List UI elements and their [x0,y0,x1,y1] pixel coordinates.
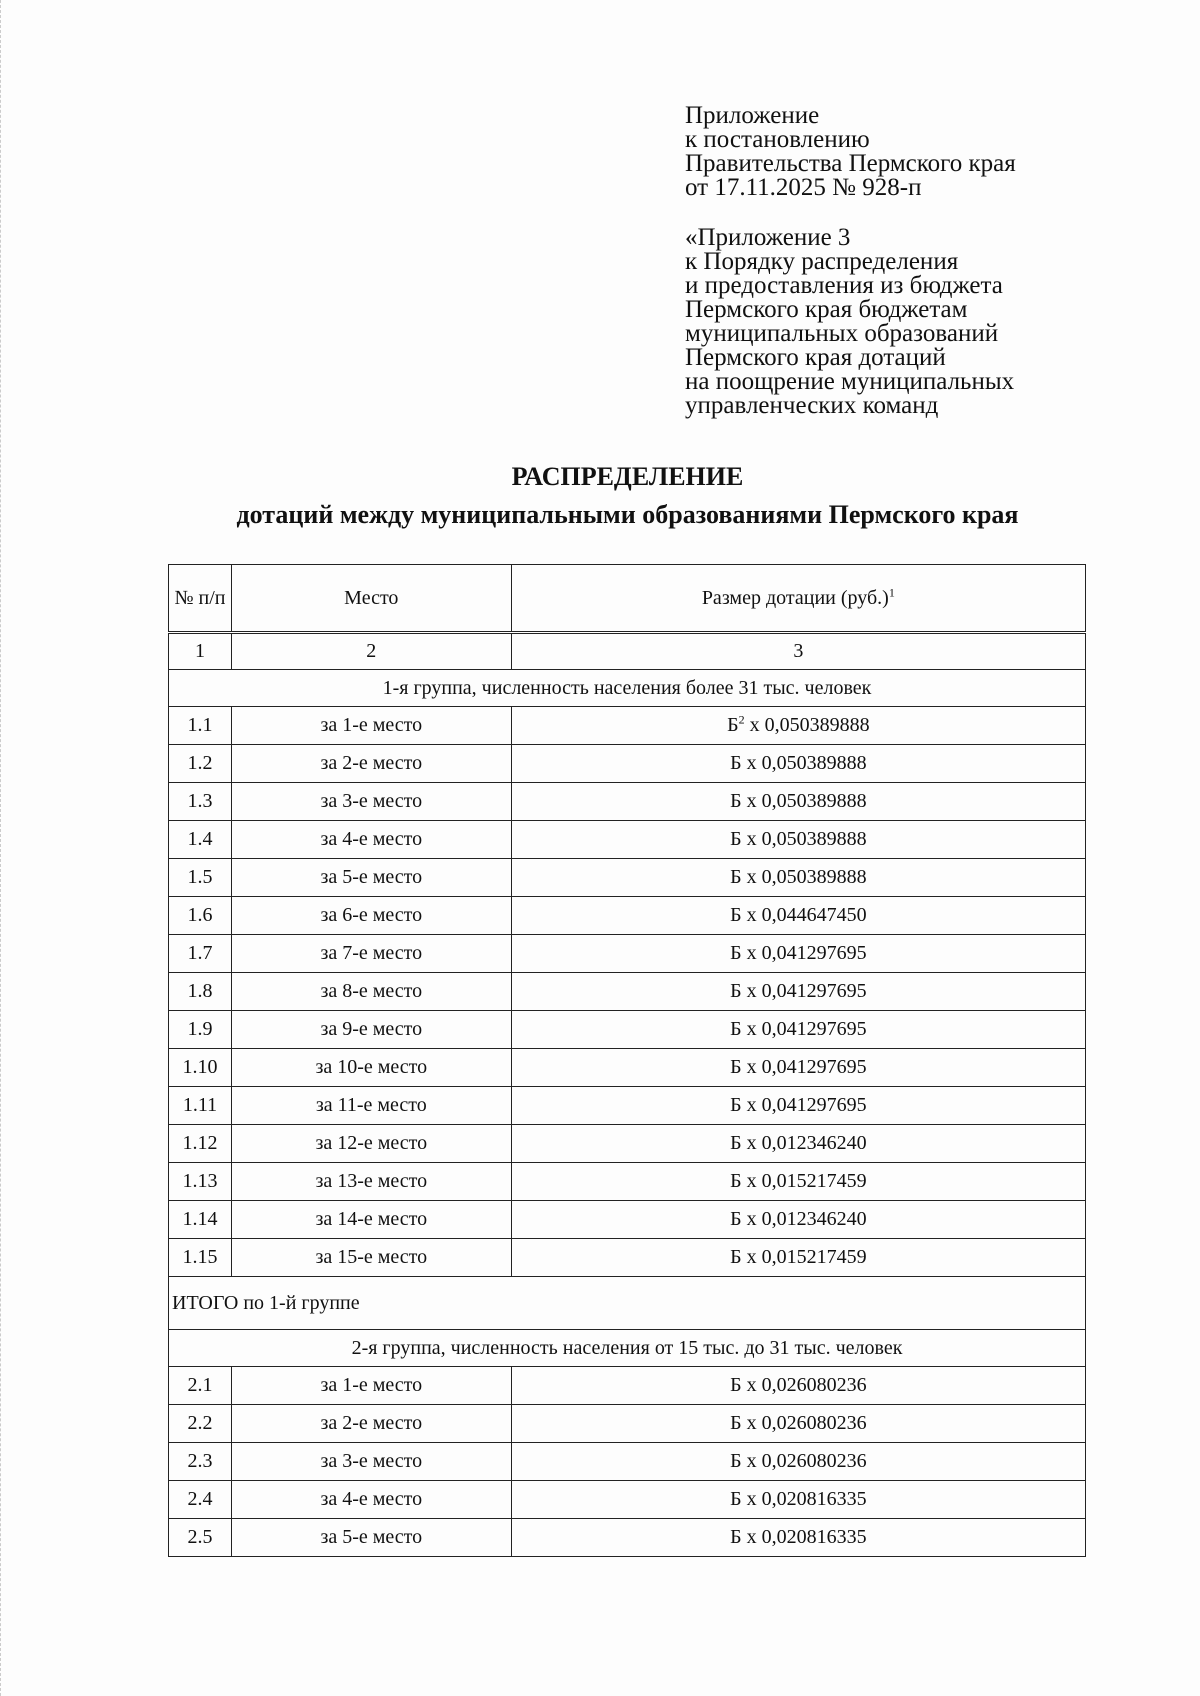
row-place: за 11-е место [231,1087,511,1125]
row-amount: Б х 0,015217459 [511,1163,1085,1201]
appendix-line: Пермского края бюджетам [685,296,968,323]
row-num: 1.14 [169,1201,232,1239]
appendix-line: от 17.11.2025 № 928-п [685,174,922,201]
group-label: 1-я группа, численность населения более 31 тыс. человек [169,670,1086,707]
row-amount: Б х 0,041297695 [511,1011,1085,1049]
row-amount [511,707,1085,745]
distribution-table [168,564,1086,1557]
row-place: за 12-е место [231,1125,511,1163]
row-num: 1.10 [169,1049,232,1087]
table-row [169,821,1086,859]
table-row [169,1519,1086,1557]
header-num: № п/п [169,565,232,633]
table-row [169,1443,1086,1481]
row-amount: Б х 0,044647450 [511,897,1085,935]
appendix-line: Правительства Пермского края [685,150,1016,177]
table-row [169,1049,1086,1087]
document-title: РАСПРЕДЕЛЕНИЕ [511,462,744,491]
row-amount: Б х 0,050389888 [511,783,1085,821]
row-num: 2.1 [169,1367,232,1405]
header-amount-text: Размер дотации (руб.) [701,586,889,609]
row-num: 1.8 [169,973,232,1011]
row-num: 1.9 [169,1011,232,1049]
row-place: за 6-е место [231,897,511,935]
row-place: за 8-е место [231,973,511,1011]
table-row [169,707,1086,745]
row-num: 2.4 [169,1481,232,1519]
row-place: за 9-е место [231,1011,511,1049]
appendix-block [685,104,1105,418]
row-num: 1.3 [169,783,232,821]
table-row [169,1481,1086,1519]
scan-edge [0,0,9,1696]
row-num: 1.6 [169,897,232,935]
column-numbers-row [169,633,1086,670]
table-row [169,1011,1086,1049]
row-amount: Б х 0,020816335 [511,1519,1085,1557]
row-amount: Б х 0,050389888 [511,859,1085,897]
column-number: 3 [511,633,1085,670]
row-place: за 10-е место [231,1049,511,1087]
appendix-line: «Приложение 3 [685,224,851,251]
appendix-line: Пермского края дотаций [685,344,946,371]
footnote-mark: 1 [888,584,895,599]
table-row [169,859,1086,897]
table-row [169,1125,1086,1163]
table-header-row [169,565,1086,633]
row-amount: Б х 0,050389888 [511,745,1085,783]
row-place: за 2-е место [231,1405,511,1443]
row-place: за 1-е место [231,1367,511,1405]
row-num: 2.2 [169,1405,232,1443]
row-amount: Б х 0,041297695 [511,935,1085,973]
appendix-line: и предоставления из бюджета [685,272,1003,299]
total-label: ИТОГО по 1-й группе [169,1277,1086,1330]
row-amount: Б х 0,050389888 [511,821,1085,859]
appendix-line: к Порядку распределения [685,248,959,275]
table-row [169,897,1086,935]
row-place: за 4-е место [231,821,511,859]
row-num: 1.7 [169,935,232,973]
row-amount: Б х 0,015217459 [511,1239,1085,1277]
row-num: 1.15 [169,1239,232,1277]
table-row [169,783,1086,821]
total-row [169,1277,1086,1330]
row-place: за 14-е место [231,1201,511,1239]
appendix-line: на поощрение муниципальных [685,368,1015,395]
row-amount: Б х 0,012346240 [511,1201,1085,1239]
row-place: за 5-е место [231,1519,511,1557]
table-row [169,1201,1086,1239]
row-num: 1.4 [169,821,232,859]
column-number: 1 [169,633,232,670]
table-row [169,745,1086,783]
row-place: за 13-е место [231,1163,511,1201]
row-place: за 3-е место [231,783,511,821]
appendix-line: к постановлению [685,126,870,153]
row-amount: Б х 0,026080236 [511,1443,1085,1481]
row-amount: Б х 0,020816335 [511,1481,1085,1519]
appendix-line: Приложение [685,102,820,129]
row-num: 2.5 [169,1519,232,1557]
row-num: 1.12 [169,1125,232,1163]
row-num: 1.11 [169,1087,232,1125]
row-place: за 15-е место [231,1239,511,1277]
row-amount: Б х 0,012346240 [511,1125,1085,1163]
header-place: Место [231,565,511,633]
footnote-mark: 2 [738,712,745,727]
row-place: за 5-е место [231,859,511,897]
appendix-line: муниципальных образований [685,320,999,347]
group-header-row [169,670,1086,707]
header-amount [511,565,1085,633]
table-row [169,1405,1086,1443]
document-subtitle: дотаций между муниципальными образованиями Пермского края [236,500,1019,529]
appendix-line: управленческих команд [685,392,939,419]
table-row [169,935,1086,973]
row-amount: Б х 0,041297695 [511,1087,1085,1125]
row-num: 1.1 [169,707,232,745]
row-num: 1.5 [169,859,232,897]
row-place: за 2-е место [231,745,511,783]
row-place: за 7-е место [231,935,511,973]
row-place: за 1-е место [231,707,511,745]
row-amount: Б х 0,041297695 [511,1049,1085,1087]
row-amount: Б х 0,026080236 [511,1367,1085,1405]
table-row [169,1163,1086,1201]
row-amount: Б х 0,041297695 [511,973,1085,1011]
row-place: за 3-е место [231,1443,511,1481]
group-header-row [169,1330,1086,1367]
amount-base: Б [727,714,739,736]
table-row [169,973,1086,1011]
row-amount: Б х 0,026080236 [511,1405,1085,1443]
column-number: 2 [231,633,511,670]
table-row [169,1087,1086,1125]
table-row [169,1239,1086,1277]
row-place: за 4-е место [231,1481,511,1519]
row-num: 2.3 [169,1443,232,1481]
row-num: 1.2 [169,745,232,783]
row-num: 1.13 [169,1163,232,1201]
group-label: 2-я группа, численность населения от 15 тыс. до 31 тыс. человек [169,1330,1086,1367]
table-row [169,1367,1086,1405]
amount-coefficient: х 0,050389888 [744,714,870,736]
